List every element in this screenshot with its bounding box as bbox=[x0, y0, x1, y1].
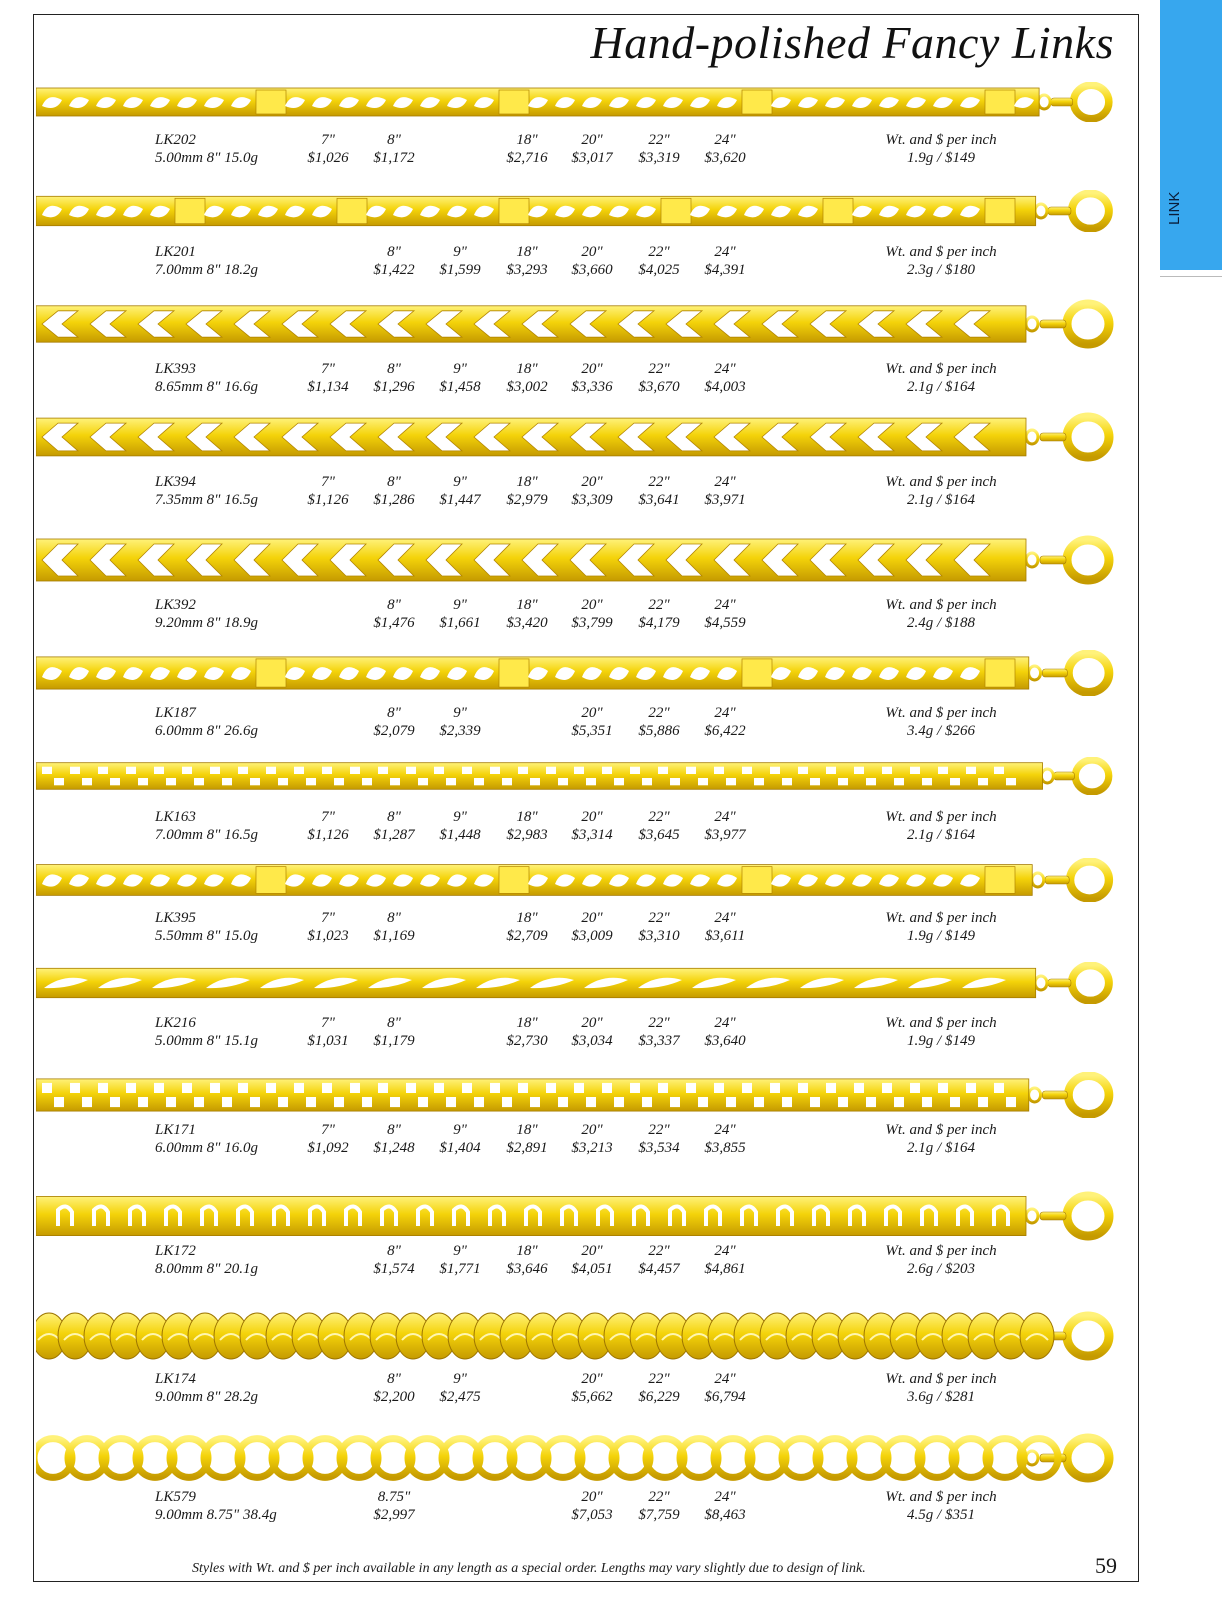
length-label: 20" bbox=[581, 597, 603, 613]
length-price: $1,287 bbox=[373, 827, 415, 843]
length-label: 8" bbox=[387, 910, 401, 926]
length-label: 7" bbox=[321, 910, 335, 926]
length-price: $3,670 bbox=[638, 379, 680, 395]
per-inch-label: Wt. and $ per inch bbox=[885, 361, 997, 377]
length-label: 20" bbox=[581, 132, 603, 148]
length-label: 22" bbox=[648, 1243, 670, 1259]
length-label: 18" bbox=[516, 361, 538, 377]
product-spec: 9.00mm 8" 28.2g bbox=[155, 1389, 258, 1405]
length-label: 7" bbox=[321, 361, 335, 377]
chain-links bbox=[36, 539, 1026, 581]
per-inch-value: 4.5g / $351 bbox=[907, 1507, 975, 1523]
length-price: $3,611 bbox=[704, 928, 746, 944]
length-label: 8" bbox=[387, 705, 401, 721]
length-label: 9" bbox=[453, 361, 467, 377]
length-label: 9" bbox=[453, 809, 467, 825]
per-inch-value: 2.1g / $164 bbox=[907, 492, 975, 508]
chain-links bbox=[36, 865, 1032, 896]
length-price: $5,662 bbox=[571, 1389, 613, 1405]
product-spec: 7.00mm 8" 16.5g bbox=[155, 827, 258, 843]
lobster-clasp-icon bbox=[1029, 1076, 1109, 1115]
length-price: $1,172 bbox=[373, 150, 415, 166]
length-price: $2,200 bbox=[373, 1389, 415, 1405]
per-inch-value: 3.6g / $281 bbox=[907, 1389, 975, 1405]
lobster-clasp-icon bbox=[1032, 862, 1109, 899]
length-price: $1,179 bbox=[373, 1033, 415, 1049]
length-price: $7,053 bbox=[571, 1507, 613, 1523]
per-inch-value: 2.3g / $180 bbox=[907, 262, 975, 278]
length-price: $2,079 bbox=[373, 723, 415, 739]
length-label: 24" bbox=[714, 1122, 736, 1138]
lobster-clasp-icon bbox=[1026, 304, 1109, 344]
page-number: 59 bbox=[1095, 1553, 1117, 1578]
lobster-clasp-icon bbox=[1026, 1438, 1109, 1478]
product-code: LK172 bbox=[155, 1243, 196, 1259]
length-price: $2,979 bbox=[506, 492, 548, 508]
length-price: $1,134 bbox=[307, 379, 349, 395]
length-price: $1,286 bbox=[373, 492, 415, 508]
length-price: $8,463 bbox=[704, 1507, 746, 1523]
per-inch-value: 2.1g / $164 bbox=[907, 1140, 975, 1156]
per-inch-value: 1.9g / $149 bbox=[907, 150, 975, 166]
per-inch-label: Wt. and $ per inch bbox=[885, 1243, 997, 1259]
product-code: LK393 bbox=[155, 361, 196, 377]
length-label: 9" bbox=[453, 597, 467, 613]
product-spec: 5.00mm 8" 15.1g bbox=[155, 1033, 258, 1049]
footer-note: Styles with Wt. and $ per inch available in any length as a special order. Lengths may vary slightly due to design of link. bbox=[192, 1561, 866, 1576]
length-price: $3,309 bbox=[571, 492, 613, 508]
lobster-clasp-icon bbox=[1026, 417, 1109, 457]
length-label: 22" bbox=[648, 597, 670, 613]
length-label: 18" bbox=[516, 1015, 538, 1031]
product-spec: 7.35mm 8" 16.5g bbox=[155, 492, 258, 508]
length-label: 18" bbox=[516, 597, 538, 613]
length-label: 8.75" bbox=[377, 1489, 411, 1505]
lobster-clasp-icon bbox=[1035, 965, 1109, 1000]
chain-image-lk393 bbox=[36, 298, 1114, 350]
length-label: 20" bbox=[581, 705, 603, 721]
length-label: 7" bbox=[321, 809, 335, 825]
length-label: 8" bbox=[387, 809, 401, 825]
length-label: 20" bbox=[581, 910, 603, 926]
length-price: $6,794 bbox=[704, 1389, 746, 1405]
chain-image-lk392 bbox=[36, 530, 1114, 590]
chain-links bbox=[36, 968, 1036, 997]
length-price: $3,420 bbox=[506, 615, 548, 631]
length-price: $4,559 bbox=[704, 615, 746, 631]
chain-links bbox=[36, 763, 1043, 790]
product-spec: 5.00mm 8" 15.0g bbox=[155, 150, 258, 166]
length-label: 24" bbox=[714, 597, 736, 613]
length-price: $4,457 bbox=[638, 1261, 680, 1277]
product-code: LK171 bbox=[155, 1122, 196, 1138]
length-label: 8" bbox=[387, 474, 401, 490]
length-label: 8" bbox=[387, 361, 401, 377]
length-price: $3,293 bbox=[506, 262, 548, 278]
per-inch-label: Wt. and $ per inch bbox=[885, 244, 997, 260]
length-price: $1,248 bbox=[373, 1140, 415, 1156]
length-label: 8" bbox=[387, 244, 401, 260]
product-code: LK202 bbox=[155, 132, 196, 148]
chain-links bbox=[36, 657, 1029, 689]
length-label: 18" bbox=[516, 132, 538, 148]
product-spec: 8.00mm 8" 20.1g bbox=[155, 1261, 258, 1277]
length-label: 20" bbox=[581, 361, 603, 377]
length-price: $1,448 bbox=[439, 827, 481, 843]
length-price: $3,646 bbox=[506, 1261, 548, 1277]
length-price: $3,310 bbox=[638, 928, 680, 944]
length-label: 8" bbox=[387, 1371, 401, 1387]
per-inch-label: Wt. and $ per inch bbox=[885, 1015, 997, 1031]
length-price: $2,983 bbox=[506, 827, 548, 843]
product-code: LK395 bbox=[155, 910, 196, 926]
chain-image-lk174 bbox=[36, 1308, 1114, 1364]
chain-links bbox=[36, 196, 1036, 225]
length-price: $1,771 bbox=[439, 1261, 481, 1277]
length-label: 18" bbox=[516, 910, 538, 926]
per-inch-label: Wt. and $ per inch bbox=[885, 910, 997, 926]
length-label: 24" bbox=[714, 809, 736, 825]
length-label: 9" bbox=[453, 474, 467, 490]
length-price: $2,997 bbox=[373, 1507, 415, 1523]
per-inch-label: Wt. and $ per inch bbox=[885, 705, 997, 721]
length-label: 18" bbox=[516, 474, 538, 490]
length-label: 24" bbox=[714, 705, 736, 721]
length-label: 20" bbox=[581, 809, 603, 825]
length-label: 22" bbox=[648, 1122, 670, 1138]
length-price: $1,126 bbox=[307, 827, 349, 843]
lobster-clasp-icon bbox=[1035, 193, 1109, 228]
chain-links bbox=[36, 418, 1026, 456]
product-spec: 8.65mm 8" 16.6g bbox=[155, 379, 258, 395]
product-code: LK579 bbox=[155, 1489, 196, 1505]
length-label: 22" bbox=[648, 1489, 670, 1505]
chain-links bbox=[36, 306, 1026, 342]
length-price: $3,009 bbox=[571, 928, 613, 944]
length-price: $2,475 bbox=[439, 1389, 481, 1405]
length-label: 18" bbox=[516, 1122, 538, 1138]
length-price: $3,645 bbox=[638, 827, 680, 843]
lobster-clasp-icon bbox=[1026, 540, 1109, 580]
length-price: $2,891 bbox=[506, 1140, 548, 1156]
length-price: $3,977 bbox=[704, 827, 746, 843]
length-label: 22" bbox=[648, 910, 670, 926]
length-price: $1,023 bbox=[307, 928, 349, 944]
length-price: $3,641 bbox=[638, 492, 680, 508]
length-label: 7" bbox=[321, 474, 335, 490]
per-inch-label: Wt. and $ per inch bbox=[885, 132, 997, 148]
length-price: $5,351 bbox=[571, 723, 613, 739]
length-label: 24" bbox=[714, 1489, 736, 1505]
length-price: $2,730 bbox=[506, 1033, 548, 1049]
length-label: 20" bbox=[581, 1371, 603, 1387]
product-code: LK394 bbox=[155, 474, 196, 490]
length-label: 18" bbox=[516, 1243, 538, 1259]
product-spec: 9.20mm 8" 18.9g bbox=[155, 615, 258, 631]
per-inch-value: 2.1g / $164 bbox=[907, 827, 975, 843]
length-price: $1,458 bbox=[439, 379, 481, 395]
product-code: LK201 bbox=[155, 244, 196, 260]
chain-image-lk202 bbox=[36, 82, 1114, 122]
length-price: $3,660 bbox=[571, 262, 613, 278]
length-price: $4,003 bbox=[704, 379, 746, 395]
length-price: $3,534 bbox=[638, 1140, 680, 1156]
length-price: $4,861 bbox=[704, 1261, 746, 1277]
length-price: $1,476 bbox=[373, 615, 415, 631]
length-price: $3,213 bbox=[571, 1140, 613, 1156]
length-price: $3,017 bbox=[571, 150, 613, 166]
length-price: $2,709 bbox=[506, 928, 548, 944]
chain-image-lk201 bbox=[36, 190, 1114, 232]
length-label: 9" bbox=[453, 1122, 467, 1138]
chain-image-lk187 bbox=[36, 650, 1114, 696]
product-code: LK187 bbox=[155, 705, 196, 721]
chain-image-lk579 bbox=[36, 1432, 1114, 1484]
length-price: $1,126 bbox=[307, 492, 349, 508]
length-label: 24" bbox=[714, 1243, 736, 1259]
per-inch-label: Wt. and $ per inch bbox=[885, 1122, 997, 1138]
chain-image-lk216 bbox=[36, 962, 1114, 1004]
chain-image-lk171 bbox=[36, 1072, 1114, 1118]
section-tab-label: LINK bbox=[1166, 191, 1183, 225]
length-price: $4,179 bbox=[638, 615, 680, 631]
length-label: 24" bbox=[714, 474, 736, 490]
length-price: $1,026 bbox=[307, 150, 349, 166]
length-price: $3,002 bbox=[506, 379, 548, 395]
length-label: 22" bbox=[648, 361, 670, 377]
length-label: 20" bbox=[581, 474, 603, 490]
chain-links bbox=[36, 1196, 1026, 1235]
product-spec: 7.00mm 8" 18.2g bbox=[155, 262, 258, 278]
length-label: 20" bbox=[581, 1122, 603, 1138]
per-inch-label: Wt. and $ per inch bbox=[885, 809, 997, 825]
length-price: $3,855 bbox=[704, 1140, 746, 1156]
length-price: $4,391 bbox=[704, 262, 746, 278]
chain-links bbox=[36, 1439, 1058, 1478]
per-inch-label: Wt. and $ per inch bbox=[885, 1489, 997, 1505]
length-price: $2,716 bbox=[506, 150, 548, 166]
per-inch-value: 2.4g / $188 bbox=[907, 615, 975, 631]
lobster-clasp-icon bbox=[1026, 1196, 1109, 1236]
per-inch-value: 3.4g / $266 bbox=[907, 723, 975, 739]
length-label: 22" bbox=[648, 474, 670, 490]
length-price: $4,025 bbox=[638, 262, 680, 278]
chain-links bbox=[36, 1079, 1029, 1111]
length-label: 24" bbox=[714, 244, 736, 260]
length-price: $3,971 bbox=[704, 492, 746, 508]
length-label: 22" bbox=[648, 1015, 670, 1031]
product-spec: 6.00mm 8" 16.0g bbox=[155, 1140, 258, 1156]
chain-image-lk163 bbox=[36, 757, 1114, 795]
length-label: 9" bbox=[453, 705, 467, 721]
length-price: $1,092 bbox=[307, 1140, 349, 1156]
product-spec: 9.00mm 8.75" 38.4g bbox=[155, 1507, 277, 1523]
length-label: 24" bbox=[714, 361, 736, 377]
per-inch-value: 1.9g / $149 bbox=[907, 928, 975, 944]
product-spec: 6.00mm 8" 26.6g bbox=[155, 723, 258, 739]
length-label: 8" bbox=[387, 1243, 401, 1259]
length-price: $1,661 bbox=[439, 615, 481, 631]
product-code: LK174 bbox=[155, 1371, 196, 1387]
per-inch-value: 2.1g / $164 bbox=[907, 379, 975, 395]
length-label: 20" bbox=[581, 1015, 603, 1031]
section-tab[interactable] bbox=[1160, 0, 1222, 270]
length-price: $3,314 bbox=[571, 827, 613, 843]
length-price: $3,640 bbox=[704, 1033, 746, 1049]
length-label: 20" bbox=[581, 1489, 603, 1505]
product-code: LK216 bbox=[155, 1015, 196, 1031]
per-inch-label: Wt. and $ per inch bbox=[885, 1371, 997, 1387]
lobster-clasp-icon bbox=[1041, 760, 1108, 792]
length-label: 24" bbox=[714, 1015, 736, 1031]
length-label: 18" bbox=[516, 244, 538, 260]
length-price: $1,031 bbox=[307, 1033, 349, 1049]
length-label: 24" bbox=[714, 1371, 736, 1387]
chain-links bbox=[36, 1313, 1054, 1359]
length-price: $1,169 bbox=[373, 928, 415, 944]
product-code: LK163 bbox=[155, 809, 196, 825]
length-label: 22" bbox=[648, 1371, 670, 1387]
length-label: 22" bbox=[648, 244, 670, 260]
product-code: LK392 bbox=[155, 597, 196, 613]
length-label: 9" bbox=[453, 244, 467, 260]
length-price: $1,296 bbox=[373, 379, 415, 395]
length-price: $3,620 bbox=[704, 150, 746, 166]
length-label: 20" bbox=[581, 1243, 603, 1259]
lobster-clasp-icon bbox=[1038, 85, 1109, 119]
length-price: $3,319 bbox=[638, 150, 680, 166]
per-inch-label: Wt. and $ per inch bbox=[885, 597, 997, 613]
length-label: 9" bbox=[453, 1243, 467, 1259]
length-price: $6,229 bbox=[638, 1389, 680, 1405]
length-label: 20" bbox=[581, 244, 603, 260]
length-price: $3,336 bbox=[571, 379, 613, 395]
length-price: $3,337 bbox=[638, 1033, 680, 1049]
product-spec: 5.50mm 8" 15.0g bbox=[155, 928, 258, 944]
length-label: 22" bbox=[648, 705, 670, 721]
length-price: $3,799 bbox=[571, 615, 613, 631]
length-label: 22" bbox=[648, 809, 670, 825]
tab-divider bbox=[1160, 276, 1222, 277]
length-price: $6,422 bbox=[704, 723, 746, 739]
length-label: 7" bbox=[321, 1122, 335, 1138]
length-price: $1,599 bbox=[439, 262, 481, 278]
length-label: 7" bbox=[321, 1015, 335, 1031]
length-price: $5,886 bbox=[638, 723, 680, 739]
length-label: 24" bbox=[714, 910, 736, 926]
length-label: 9" bbox=[453, 1371, 467, 1387]
length-price: $7,759 bbox=[638, 1507, 680, 1523]
length-label: 7" bbox=[321, 132, 335, 148]
length-label: 8" bbox=[387, 132, 401, 148]
lobster-clasp-icon bbox=[1029, 654, 1109, 693]
length-price: $1,447 bbox=[439, 492, 481, 508]
per-inch-value: 2.6g / $203 bbox=[907, 1261, 975, 1277]
length-price: $1,404 bbox=[439, 1140, 481, 1156]
length-label: 18" bbox=[516, 809, 538, 825]
length-label: 8" bbox=[387, 597, 401, 613]
length-price: $4,051 bbox=[571, 1261, 613, 1277]
length-price: $1,422 bbox=[373, 262, 415, 278]
length-label: 24" bbox=[714, 132, 736, 148]
length-price: $2,339 bbox=[439, 723, 481, 739]
page-title: Hand-polished Fancy Links bbox=[590, 17, 1114, 68]
length-price: $1,574 bbox=[373, 1261, 415, 1277]
length-label: 8" bbox=[387, 1015, 401, 1031]
length-price: $3,034 bbox=[571, 1033, 613, 1049]
chain-image-lk172 bbox=[36, 1188, 1114, 1244]
chain-image-lk395 bbox=[36, 858, 1114, 902]
per-inch-label: Wt. and $ per inch bbox=[885, 474, 997, 490]
length-label: 8" bbox=[387, 1122, 401, 1138]
per-inch-value: 1.9g / $149 bbox=[907, 1033, 975, 1049]
chain-image-lk394 bbox=[36, 410, 1114, 464]
chain-links bbox=[36, 88, 1039, 116]
length-label: 22" bbox=[648, 132, 670, 148]
